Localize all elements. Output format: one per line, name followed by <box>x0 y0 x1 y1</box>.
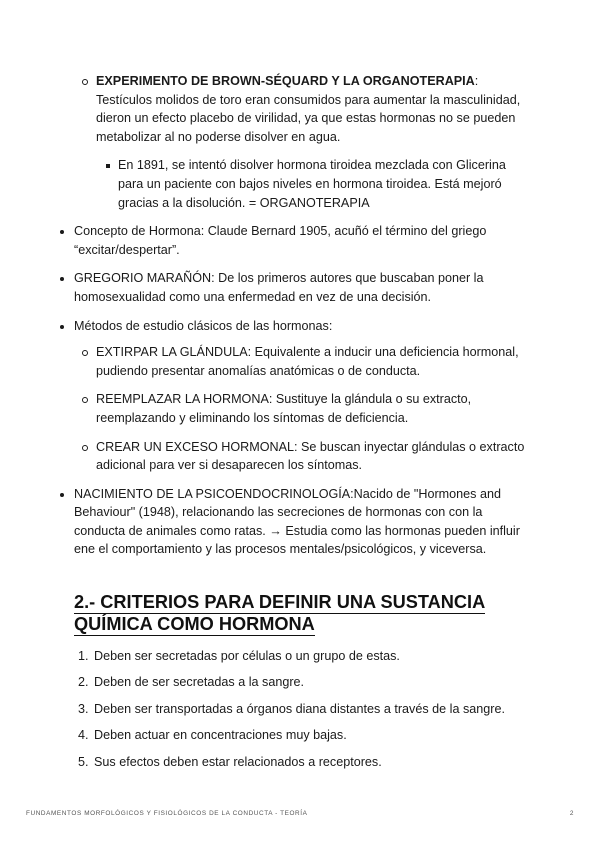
method-item: REEMPLAZAR LA HORMONA: Sustituye la glándula o su extracto, reemplazando y eliminando los síntomas de deficiencia. <box>54 390 534 427</box>
bullet-maranon: GREGORIO MARAÑÓN: De los primeros autores que buscaban poner la homosexualidad como una enfermedad en vez de una decisión. <box>54 269 534 306</box>
experiment-title: EXPERIMENTO DE BROWN-SÉQUARD Y LA ORGANOTERAPIA <box>96 74 475 88</box>
criteria-item: 3. Deben ser transportadas a órganos diana distantes a través de la sangre. <box>78 701 505 716</box>
experiment-text: Testículos molidos de toro eran consumidos para aumentar la masculinidad, dieron un efecto placebo de virilidad, ya que estas hormonas no se pueden metabolizar al no poderse disolver en agua. <box>96 92 521 144</box>
page-footer <box>26 810 574 817</box>
criteria-item: 4. Deben actuar en concentraciones muy bajas. <box>78 728 347 743</box>
bullet-methods <box>54 317 534 336</box>
section-heading-line2: QUÍMICA COMO HORMONA <box>74 614 315 635</box>
criteria-item: 2. Deben de ser secretadas a la sangre. <box>78 675 305 690</box>
footer-course-title: FUNDAMENTOS MORFOLÓGICOS Y FISIOLÓGICOS DE LA CONDUCTA - TEORÍA <box>26 810 308 817</box>
bullet-hormone-concept: Concepto de Hormona: Claude Bernard 1905, acuñó el término del griego “excitar/despertar”. <box>54 222 534 259</box>
main-bullet-list-cont <box>54 485 534 559</box>
continued-subsublist <box>54 156 534 212</box>
criteria-item: 5. Sus efectos deben estar relacionados a receptores. <box>78 754 382 769</box>
criteria-item: 1. Deben ser secretadas por células o un grupo de estas. <box>78 649 400 664</box>
organotherapy-note: En 1891, se intentó disolver hormona tiroidea mezclada con Glicerina para un paciente con bajos niveles en hormona tiroidea. Está mejoró gracias a la disolución. = ORGANOTERAPIA <box>54 156 534 212</box>
page-content <box>74 72 534 779</box>
experiment-item: EXPERIMENTO DE BROWN-SÉQUARD Y LA ORGANOTERAPIA: Testículos molidos de toro eran consumidos para aumentar la masculinidad, dieron un efecto placebo de virilidad, ya que estas hormonas no se pueden metabolizar al no poderse disolver en agua. <box>54 72 534 146</box>
page-number: 2 <box>569 810 574 817</box>
criteria-list <box>74 647 534 771</box>
methods-heading: Métodos de estudio clásicos de las hormonas: <box>74 318 333 333</box>
bullet-psychoendocrinology: NACIMIENTO DE LA PSICOENDOCRINOLOGÍA:Nacido de "Hormones and Behaviour" (1948), relacionando las secreciones de hormonas con con la conducta de animales como ratas. → Estudia como las hormonas pueden influir ene el comportamiento y las procesos mentales/psicológicos, y viceversa. <box>54 485 534 559</box>
main-bullet-list <box>54 222 534 335</box>
section-heading <box>74 591 534 635</box>
section-heading-line1: 2.- CRITERIOS PARA DEFINIR UNA SUSTANCIA <box>74 592 486 613</box>
method-item: EXTIRPAR LA GLÁNDULA: Equivalente a inducir una deficiencia hormonal, pudiendo presentar anomalías anatómicas o de conducta. <box>54 343 534 380</box>
methods-list <box>54 343 534 475</box>
method-item: CREAR UN EXCESO HORMONAL: Se buscan inyectar glándulas o extracto adicional para ver si desaparecen los síntomas. <box>54 438 534 475</box>
continued-sublist <box>54 72 534 146</box>
